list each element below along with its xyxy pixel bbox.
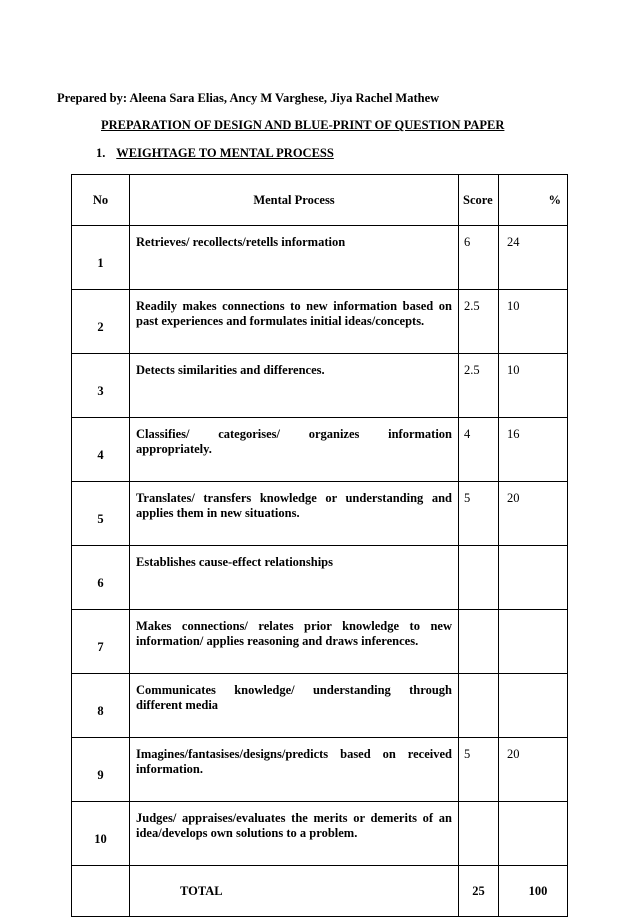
row-number: 8 — [72, 674, 130, 738]
row-mental-process: Communicates knowledge/ understanding through different media — [130, 674, 459, 738]
header-no: No — [72, 175, 130, 226]
row-percent: 10 — [499, 290, 568, 354]
header-mental-process: Mental Process — [130, 175, 459, 226]
row-mental-process: Imagines/fantasises/designs/predicts based on received information. — [130, 738, 459, 802]
row-score: 4 — [459, 418, 499, 482]
row-score: 2.5 — [459, 354, 499, 418]
row-score: 6 — [459, 226, 499, 290]
row-score: 5 — [459, 738, 499, 802]
table-row — [72, 674, 568, 738]
row-mental-process: Translates/ transfers knowledge or understanding and applies them in new situations. — [130, 482, 459, 546]
table-row — [72, 546, 568, 610]
row-mental-process: Retrieves/ recollects/retells information — [130, 226, 459, 290]
total-score: 25 — [459, 866, 499, 917]
row-number: 7 — [72, 610, 130, 674]
row-percent: 20 — [499, 738, 568, 802]
row-mental-process: Makes connections/ relates prior knowledge to new information/ applies reasoning and draws inferences. — [130, 610, 459, 674]
row-number: 3 — [72, 354, 130, 418]
row-mental-process: Readily makes connections to new information based on past experiences and formulates initial ideas/concepts. — [130, 290, 459, 354]
table-row — [72, 802, 568, 866]
row-score — [459, 546, 499, 610]
row-percent: 10 — [499, 354, 568, 418]
table-row — [72, 738, 568, 802]
row-percent — [499, 546, 568, 610]
row-number: 9 — [72, 738, 130, 802]
table-row — [72, 418, 568, 482]
prepared-by-line: Prepared by: Aleena Sara Elias, Ancy M Varghese, Jiya Rachel Mathew — [57, 91, 440, 105]
row-number: 1 — [72, 226, 130, 290]
row-score — [459, 674, 499, 738]
row-percent: 24 — [499, 226, 568, 290]
row-percent: 16 — [499, 418, 568, 482]
section-title: WEIGHTAGE TO MENTAL PROCESS — [116, 146, 334, 160]
document-heading: PREPARATION OF DESIGN AND BLUE-PRINT OF QUESTION PAPER — [101, 118, 505, 132]
row-number: 2 — [72, 290, 130, 354]
header-percent: % — [499, 175, 568, 226]
row-number: 4 — [72, 418, 130, 482]
total-label: TOTAL — [130, 866, 459, 917]
mental-process-weightage-table — [71, 174, 568, 917]
row-mental-process: Detects similarities and differences. — [130, 354, 459, 418]
header-score: Score — [459, 175, 499, 226]
row-mental-process: Judges/ appraises/evaluates the merits or demerits of an idea/develops own solutions to a problem. — [130, 802, 459, 866]
total-row — [72, 866, 568, 917]
row-number: 10 — [72, 802, 130, 866]
row-score: 5 — [459, 482, 499, 546]
table-row — [72, 610, 568, 674]
row-percent — [499, 610, 568, 674]
row-percent — [499, 802, 568, 866]
table-header-row — [72, 175, 568, 226]
row-number: 5 — [72, 482, 130, 546]
table-row — [72, 290, 568, 354]
total-percent: 100 — [499, 866, 568, 917]
row-number: 6 — [72, 546, 130, 610]
total-empty-cell — [72, 866, 130, 917]
table-row — [72, 226, 568, 290]
row-mental-process: Establishes cause-effect relationships — [130, 546, 459, 610]
table-row — [72, 482, 568, 546]
table-row — [72, 354, 568, 418]
section-heading — [96, 146, 334, 161]
row-score — [459, 802, 499, 866]
row-score: 2.5 — [459, 290, 499, 354]
row-percent — [499, 674, 568, 738]
section-number: 1. — [96, 146, 106, 160]
row-mental-process: Classifies/ categorises/ organizes information appropriately. — [130, 418, 459, 482]
row-score — [459, 610, 499, 674]
row-percent: 20 — [499, 482, 568, 546]
